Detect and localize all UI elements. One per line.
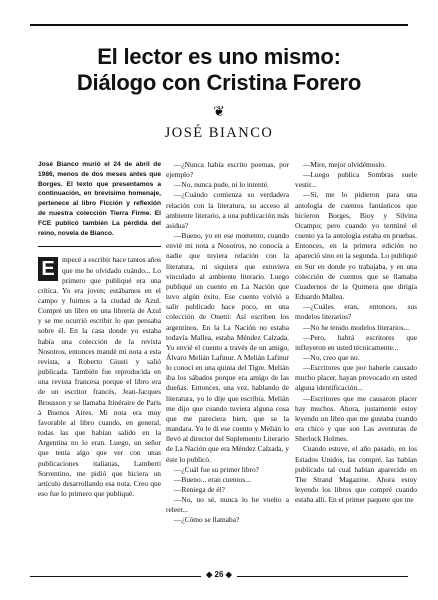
page-number-text: ◆ 26 ◆ <box>201 570 237 579</box>
paragraph: —Bueno... eran cuentos... <box>174 474 251 484</box>
paragraph: —¿Cuándo comienza su verdadera relación con la literatura, su acceso al ambiente literario, a una publicación más asidua? <box>166 190 289 230</box>
title-line-2: Diálogo con Cristina Forero <box>76 70 362 95</box>
paragraph: Cuando estuve, el año pasado, en los Estados Unidos, las compré, las habían publicado tal cual habían aparecido en The Strand Magazine. Ahora estoy leyendo los libros que compré cuando estaba allí. En el primer paquete que me <box>295 444 417 505</box>
paragraph: —No, no sé, nunca lo he vuelto a releer... <box>166 495 289 515</box>
paragraph: —¿Nunca había escrito poemas, por ejemplo? <box>166 160 289 180</box>
opening-text: mpecé a escribir hace tantos años que me he olvidado cuándo... Lo primero que publiqué era una crítica. Yo era joven; estábamos en el campo y fuimos a la ciudad de Azul. Compré un libro en una librería de Azul y se me ocurrió escribir lo que pensaba sobre él. En la casa donde yo estaba había una colección de la revista Nosotros, entonces mandé mi nota a esta revista, a Roberto Giusti y salió publicada. También fue reproducida en una revista francesa porque el libro era de un escritor francés, Jean-Jacques Brousson y se llamaba Itinéraire de Paris à Buenos Aires. Mi nota era muy favorable al libro cuando, en general, todas las que habían salido en la Argentina no lo eran. Luego, un señor que tenía algo que ver con unas publicaciones italianas, Lamberti Sorrentino, me pidió que hiciera un artículo desarrollando esa nota. Creo que eso fue lo primero que publiqué. <box>38 255 161 498</box>
article-title <box>0 44 438 96</box>
paragraph: —Luego publica Sombras suele vestir... <box>295 170 417 190</box>
paragraph: —No he tenido modelos literarios... <box>303 322 410 332</box>
paragraph: —Mire, mejor olvidémoslo. <box>303 160 386 169</box>
page-number <box>0 570 438 579</box>
column-3 <box>295 160 417 505</box>
opening-paragraph <box>38 255 161 499</box>
paragraph: —¿Cómo se llamaba? <box>174 515 240 525</box>
paragraph: —¿Cuál fue su primer libro? <box>174 464 259 474</box>
title-line-1: El lector es uno mismo: <box>97 44 341 69</box>
paragraph: —Escritores que por haberle causado mucho placer, hayan provocado en usted alguna identificación... <box>295 363 417 393</box>
paragraph: —Reniega de él? <box>174 485 225 494</box>
intro-divider <box>38 246 161 247</box>
column-2 <box>166 160 289 526</box>
top-rule <box>30 24 408 26</box>
intro-note: José Bianco murió el 24 de abril de 1986, menos de dos meses antes que Borges. El texto que presentamos a continuación, en brevísimo homenaje, pertenece al libro Ficción y reflexión de nuestra colección Tierra Firme. El FCE publicó también La pérdida del reino, novela de Bianco. <box>38 161 161 237</box>
paragraph: —Bueno, yo en ese momento, cuando envié mi nota a Nosotros, no conocía a nadie que tuviera relación con la literatura, ni siquiera que estuviera vinculado al ambiente literario. Luego publiqué un cuento en La Nación que tuvo algún éxito. Ese cuento volvió a salir publicado hace poco, en una colección de Onetti: Así escriben los argentinos. En la La Nación no estaba todavía Mallea, estaba Méndez Calzada. Yo envié el cuento a través de un amigo, Álvaro Melián Lafinur. A Melián Lafinur lo conocí en una quinta del Tigre. Melián iba los sábados porque era amigo de las dueñas. Entonces, una vez, hablando de literatura, yo le dije que escribía. Melián me dijo que cuando tuviera alguna cosa que me pareciera bien, que se la mandara. Yo le di ese cuento y Melián lo llevó al director del Suplemento Literario de La Nación que era Méndez Calzada, y éste lo publicó. <box>166 231 289 464</box>
paragraph: —Escritores que me causaron placer hay muchos. Ahora, justamente estoy leyendo un libro que me gustaba cuando era chico y que son Las aventuras de Sherlock Holmes. <box>295 393 417 444</box>
paragraph: —Sí, me lo pidieron para una antología de cuentos fantásticos que hicieron Borges, Bioy y Silvina Ocampo; pero cuando yo terminé el cuento ya la antología estaba en pruebas. Entonces, en la primera edición no apareció sino en la segunda. Lo publiqué en Sur en donde yo trabajaba, y en una colección de cuentos que se llamaba Cuadernos de la Quimera que dirigía Eduardo Mallea. <box>295 190 417 302</box>
paragraph: —Pero, habrá escritores que influyeron en usted técnicamente... <box>295 332 417 352</box>
fleuron-icon: ❦ <box>213 105 225 120</box>
paragraph: —No, creo que no. <box>303 352 360 362</box>
paragraph: —No, nunca pude, ni lo intenté. <box>174 180 269 190</box>
paragraph: —¿Cuáles eran, entonces, sus modelos literarios? <box>295 302 417 322</box>
drop-cap: E <box>38 257 58 281</box>
author-name: JOSÉ BIANCO <box>164 125 274 141</box>
column-1 <box>38 160 161 499</box>
